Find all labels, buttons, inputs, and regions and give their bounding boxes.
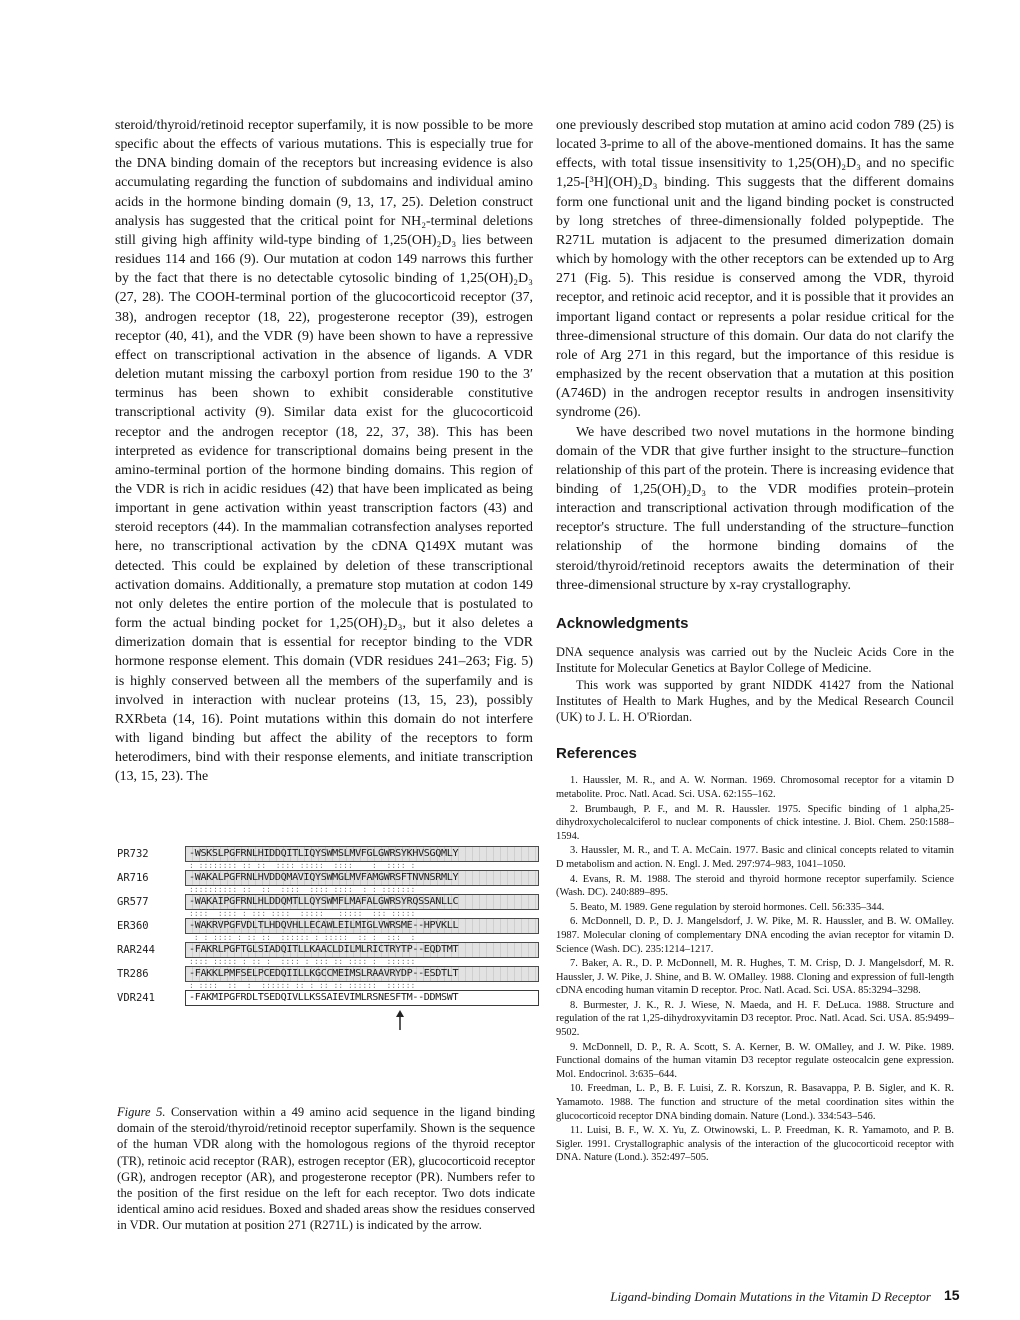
reference-list xyxy=(556,774,954,1165)
identity-dots: : :::::::: :: :: :::: ::::: :::: : :::: : xyxy=(189,863,416,869)
alignment-row xyxy=(117,870,535,886)
alignment-row xyxy=(117,846,535,862)
acknowledgments-heading: Acknowledgments xyxy=(556,614,689,632)
alignment-row-vdr xyxy=(117,990,535,1006)
sequence-alignment-figure xyxy=(117,846,535,1086)
receptor-id: ER360 xyxy=(117,920,149,932)
reference-item: 1. Haussler, M. R., and A. W. Norman. 1969. Chromosomal receptor for a vitamin D metabolite. Proc. Natl. Acad. Sci. USA. 62:155–162. xyxy=(556,775,954,800)
sequence-text: -WAKRVPGFVDLTLHDQVHLLECAWLEILMIGLVWRSME--HPVKLL xyxy=(189,920,459,931)
left-column xyxy=(115,116,533,786)
reference-item: 11. Luisi, B. F., W. X. Yu, Z. Otwinowski, L. P. Freedman, K. R. Yamamoto, and P. B. Sigler. 1991. Crystallographic analysis of the interaction of the glucocorticoid receptor with DNA. Nature (Lond.). 352:497–505. xyxy=(556,1125,954,1164)
alignment-row xyxy=(117,966,535,982)
reference-item: 2. Brumbaugh, P. F., and M. R. Haussler. 1975. Specific binding of 1 alpha,25-dihydroxycholecalciferol to nuclear components of chick intestine. J. Biol. Chem. 250:1588–1594. xyxy=(556,803,954,842)
sequence-text: -WAKALPGFRNLHVDDQMAVIQYSWMGLMVFAMGWRSFTNVNSRMLY xyxy=(189,872,459,883)
reference-item: 7. Baker, A. R., D. P. McDonnell, M. R. Hughes, T. M. Crisp, D. J. Mangelsdorf, M. R. Haussler, J. W. Pike, J. Shine, and B. W. OMalley. 1988. Cloning and expression of full-length cDNA encoding human vitamin D receptor. Proc. Natl. Acad. Sci. USA. 85:3294–3298. xyxy=(556,958,954,997)
receptor-id: VDR241 xyxy=(117,992,155,1004)
sequence-text: -FAKRLPGFTGLSIADQITLLKAACLDILMLRICTRYTP--EQDTMT xyxy=(189,944,459,955)
reference-item: 6. McDonnell, D. P., D. J. Mangelsdorf, J. W. Pike, M. R. Haussler, and B. W. OMalley. 1987. Molecular cloning of complementary DNA encoding the avian receptor for vitamin D. Science (Wash. DC). 235:1214–1217. xyxy=(556,916,954,955)
sequence-text: -WSKSLPGFRNLHIDDQITLIQYSWMSLMVFGLGWRSYKHVSGQMLY xyxy=(189,848,459,859)
reference-item: 3. Haussler, M. R., and T. A. McCain. 1977. Basic and clinical concepts related to vitamin D metabolism and action. N. Engl. J. Med. 297:974–983, 1041–1050. xyxy=(556,845,954,870)
receptor-id: AR716 xyxy=(117,872,149,884)
body-paragraph: We have described two novel mutations in the hormone binding domain of the VDR that give further insight to the structure–function relationship of this part of the protein. There is increasing evidence that binding of 1,25(OH)₂D₃ to the VDR modifies protein–protein interaction and transcriptional activation through modification of the receptor's structure. The full understanding of the structure–function relationship of the hormone binding domains of the steroid/thyroid/retinoid receptors awaits the determination of their three-dimensional structure by x-ray crystallography. xyxy=(556,424,954,593)
acknowledgment-paragraph: This work was supported by grant NIDDK 41427 from the National Institutes of Health to Mark Hughes, and by the Medical Research Council (UK) to J. L. H. O'Riordan. xyxy=(556,677,954,725)
receptor-id: PR732 xyxy=(117,848,149,860)
identity-dots: : :::: :: : :::::: :: : :: :: :::::: :::::: xyxy=(189,983,416,989)
alignment-row xyxy=(117,942,535,958)
reference-item: 4. Evans, R. M. 1988. The steroid and thyroid hormone receptor superfamily. Science (Wash. DC). 240:889–895. xyxy=(556,873,954,899)
body-paragraph: steroid/thyroid/retinoid receptor superfamily, it is now possible to be more specific about the effects of various mutations. This is especially true for the DNA binding domain of the receptors but increasing evidence is also accumulating regarding the function of subdomains and individual amino acids in the hormone binding domain (9, 13, 17, 25). Deletion construct analysis has suggested that the critical point for NH₂-terminal deletions still giving high affinity wild-type binding of 1,25(OH)₂D₃ lies between residues 114 and 166 (9). Our mutation at codon 149 narrows this further by the fact that there is no detectable cytosolic binding of 1,25(OH)₂D₃ (27, 28). The COOH-terminal portion of the glucocorticoid receptor (37, 38), androgen receptor (18, 22), progesterone receptor (39), estrogen receptor (40, 41), and the VDR (9) have been shown to have a repressive effect on transcriptional activation in the absence of ligands. A VDR deletion mutant missing the carboxyl portion from residue 190 to the 3′ terminus has been shown to exhibit considerable constitutive transcriptional activity (9). Similar data exist for the glucocorticoid receptor and the androgen receptor (18, 22, 37, 38). This has been interpreted as evidence for transcriptional domains being present in the amino-terminal portion of the hormone binding domains. This region of the VDR is rich in acidic residues (42) that have been implicated as being important in gene activation within yeast transcription factors (43) and steroid receptors (44). In the mammalian cotransfection analyses reported here, no transcriptional activation by the cDNA Q149X mutant was detected. This could be explained by deletion of these transcriptional activation domains. Additionally, a premature stop mutation at codon 149 not only deletes the entire portion of the molecule that is postulated to form the actual binding pocket for 1,25(OH)₂D₃, but it also deletes a dimerization domain that is essential for receptor binding to the VDR hormone response element. This domain (VDR residues 241–263; Fig. 5) is highly conserved between all the members of the superfamily and is involved in interaction with nuclear proteins (13, 15, 23), possibly RXRbeta (14, 16). Point mutations within this domain do not interfere with ligand binding but affect the ability of the receptors to form heterodimers, bind with their response elements, and initiate transcription (13, 15, 23). The xyxy=(115,118,533,785)
reference-item: 8. Burmester, J. K., R. J. Wiese, N. Maeda, and H. F. DeLuca. 1988. Structure and regulation of the rat 1,25-dihydroxyvitamin D3 receptor. Proc. Natl. Acad. Sci. USA. 85:9499–9502. xyxy=(556,999,954,1039)
identity-dots: :::: ::::: : :: : :::: : ::: :: :::: : :::::: xyxy=(189,959,416,965)
acknowledgment-paragraph: DNA sequence analysis was carried out by the Nucleic Acids Core in the Institute for Molecular Genetics at Baylor College of Medicine. xyxy=(556,644,954,676)
receptor-id: RAR244 xyxy=(117,944,155,956)
reference-item: 5. Beato, M. 1989. Gene regulation by steroid hormones. Cell. 56:335–344. xyxy=(570,901,885,913)
receptor-id: GR577 xyxy=(117,896,149,908)
page-number: 15 xyxy=(944,1287,960,1303)
body-paragraph: one previously described stop mutation at amino acid codon 789 (25) is located 3-prime to all of the above-mentioned domains. It has the same effects, with total tissue insensitivity to 1,25(OH)₂D₃ and no specific 1,25-[³H](OH)₂D₃ binding. This suggests that the different domains form one functional unit and the ligand binding pocket is constructed by long stretches of three-dimensionally folded polypeptide. The R271L mutation is adjacent to the presumed dimerization domain which by homology with the other receptors can be extended up to Arg 271 (Fig. 5). This residue is conserved among the VDR, thyroid receptor, and retinoic acid receptor, and it is possible that it provides an important ligand contact or represents a polar residue critical for the three-dimensional structure of this domain. Our data do not clarify the role of Arg 271 in this regard, but the importance of this residue is emphasized by the recent observation that a mutation at this position (A746D) in the androgen receptor results in androgen insensitivity syndrome (26). xyxy=(556,118,954,421)
caption-text: Conservation within a 49 amino acid sequence in the ligand binding domain of the steroid/thyroid/retinoid receptor superfamily. Shown is the sequence of the human VDR along with the homologous regions of the thyroid receptor (TR), retinoic acid receptor (RAR), estrogen receptor (ER), glucocorticoid receptor (GR), androgen receptor (AR), and progesterone receptor (PR). Numbers refer to the position of the first residue on the left for each receptor. Two dots indicate identical amino acid residues. Boxed and shaded areas show the residues conserved in VDR. Our mutation at position 271 (R271L) is indicated by the arrow. xyxy=(117,1105,536,1233)
identity-dots: :::::::::: :: :: :::: :::: :::: : : ::::::: xyxy=(189,887,416,893)
right-column xyxy=(556,116,954,1166)
reference-item: 9. McDonnell, D. P., R. A. Scott, S. A. Kerner, B. W. OMalley, and J. W. Pike. 1989. Functional domains of the human vitamin D3 receptor regulate osteocalcin gene expression. Mol. Endocrinol. 3:635–644. xyxy=(556,1041,954,1080)
identity-dots: : : :::: : :: :: :::::: : ::::: :: : ::: : xyxy=(189,935,416,941)
caption-label: Figure 5. xyxy=(117,1105,166,1119)
reference-item: 10. Freedman, L. P., B. F. Luisi, Z. R. Korszun, R. Basavappa, P. B. Sigler, and K. R. Yamamoto. 1988. The function and structure of the metal coordination sites within the glucocorticoid receptor DNA binding domain. Nature (Lond.). 334:543–546. xyxy=(556,1083,954,1122)
mutation-arrow-icon xyxy=(393,1010,407,1030)
figure-caption xyxy=(117,1104,535,1234)
running-title: Ligand-binding Domain Mutations in the Vitamin D Receptor xyxy=(610,1289,931,1304)
receptor-id: TR286 xyxy=(117,968,149,980)
identity-dots: :::: :::: : ::: :::: ::::: ::::: ::: ::::: xyxy=(189,911,416,917)
references-heading: References xyxy=(556,745,637,763)
sequence-text: -WAKAIPGFRNLHLDDQMTLLQYSWMFLMAFALGWRSYRQSSANLLC xyxy=(189,896,459,907)
alignment-row xyxy=(117,918,535,934)
alignment-row xyxy=(117,894,535,910)
sequence-text: -FAKMIPGFRDLTSEDQIVLLKSSAIEVIMLRSNESFTM--DDMSWT xyxy=(189,992,459,1003)
sequence-text: -FAKKLPMFSELPCEDQIILLKGCCMEIMSLRAAVRYDP--ESDTLT xyxy=(189,968,459,979)
